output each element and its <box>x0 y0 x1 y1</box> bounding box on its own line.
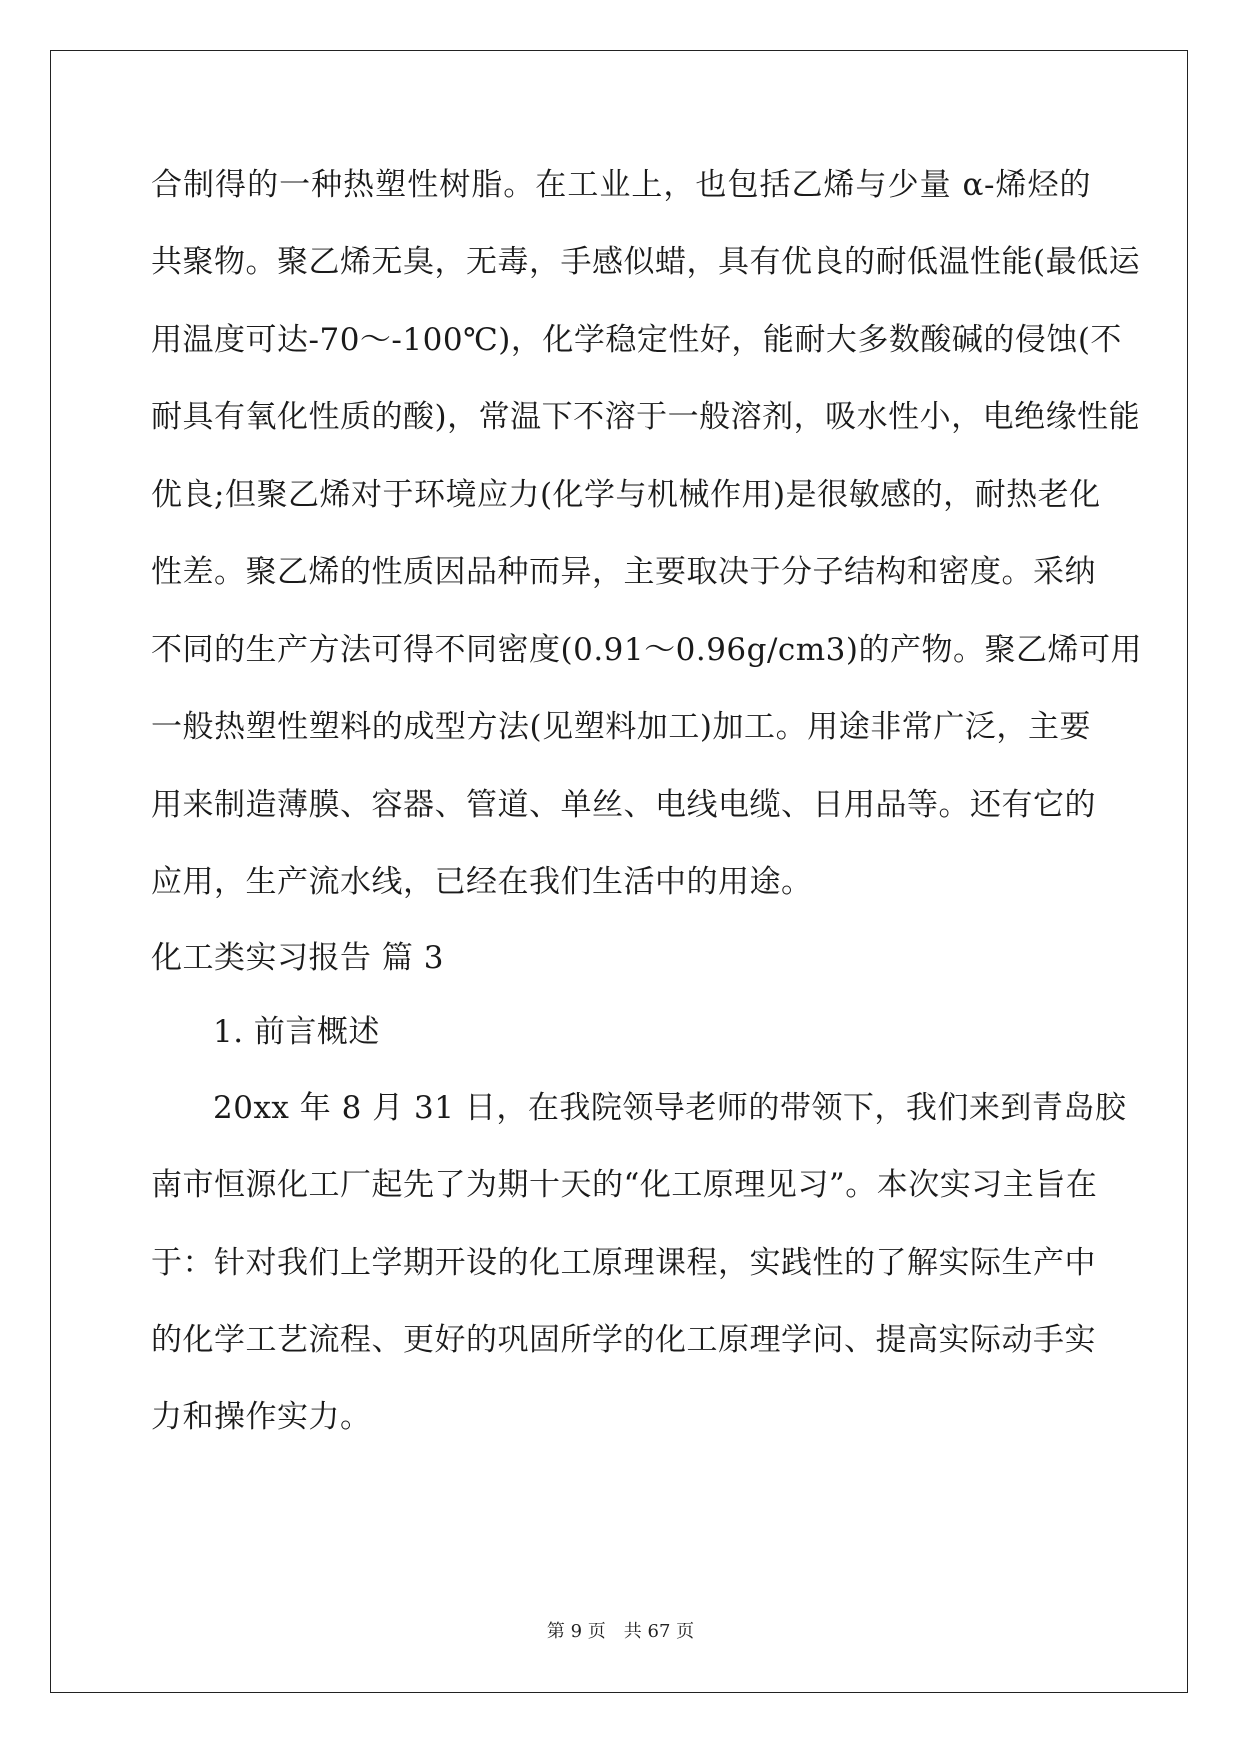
subheading: 1. 前言概述 <box>213 1014 380 1050</box>
paragraph-line: 的化学工艺流程、更好的巩固所学的化工原理学问、提高实际动手实 <box>151 1322 1096 1358</box>
page-number-footer: 第 9 页 共 67 页 <box>546 1621 695 1642</box>
paragraph-line: 耐具有氧化性质的酸)，常温下不溶于一般溶剂，吸水性小，电绝缘性能 <box>151 399 1141 435</box>
paragraph-line: 于：针对我们上学期开设的化工原理课程，实践性的了解实际生产中 <box>151 1245 1096 1281</box>
paragraph-line: 力和操作实力。 <box>151 1399 372 1435</box>
paragraph-line: 南市恒源化工厂起先了为期十天的“化工原理见习”。本次实习主旨在 <box>151 1167 1098 1203</box>
paragraph-line: 一般热塑性塑料的成型方法(见塑料加工)加工。用途非常广泛，主要 <box>151 709 1091 745</box>
paragraph-line: 20xx 年 8 月 31 日，在我院领导老师的带领下，我们来到青岛胶 <box>213 1090 1127 1126</box>
paragraph-line: 共聚物。聚乙烯无臭，无毒，手感似蜡，具有优良的耐低温性能(最低运 <box>151 244 1141 280</box>
section-heading: 化工类实习报告 篇 3 <box>151 940 444 976</box>
paragraph-line: 合制得的一种热塑性树脂。在工业上，也包括乙烯与少量 α-烯烃的 <box>151 167 1091 203</box>
paragraph-line: 用温度可达-70～-100℃)，化学稳定性好，能耐大多数酸碱的侵蚀(不 <box>151 322 1122 358</box>
paragraph-line: 用来制造薄膜、容器、管道、单丝、电线电缆、日用品等。还有它的 <box>151 787 1096 823</box>
paragraph-line: 优良;但聚乙烯对于环境应力(化学与机械作用)是很敏感的，耐热老化 <box>151 477 1101 513</box>
paragraph-line: 不同的生产方法可得不同密度(0.91～0.96g/cm3)的产物。聚乙烯可用 <box>151 632 1143 668</box>
paragraph-line: 性差。聚乙烯的性质因品种而异，主要取决于分子结构和密度。采纳 <box>151 554 1096 590</box>
paragraph-line: 应用，生产流水线，已经在我们生活中的用途。 <box>151 864 813 900</box>
